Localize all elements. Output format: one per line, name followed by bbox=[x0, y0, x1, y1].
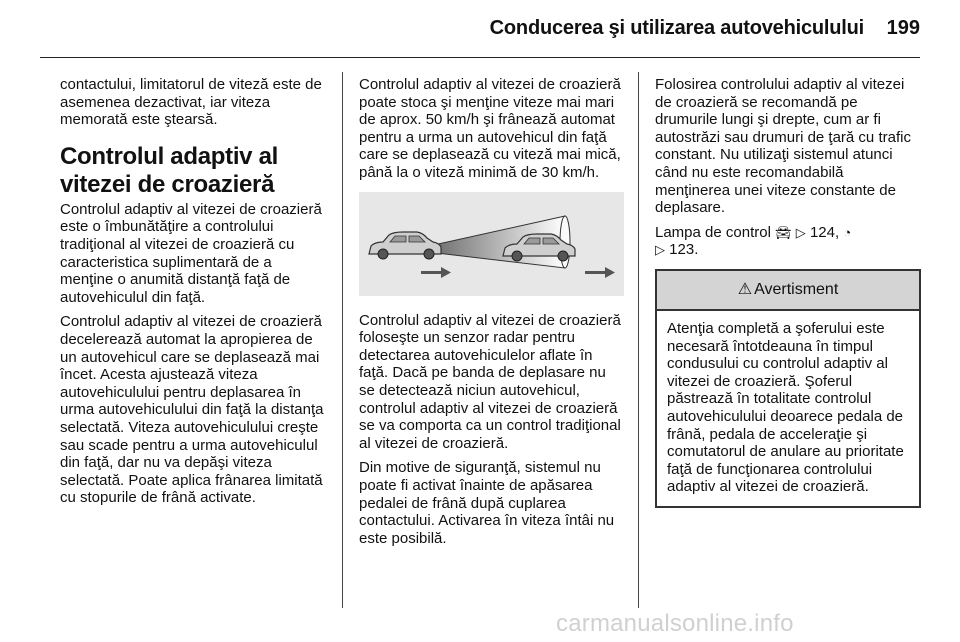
paragraph: Din motive de siguranţă, sistemul nu poate fi activat înainte de apăsarea pedalei de frână după cuplarea contactului. Activarea în viteza întâi nu este posibilă. bbox=[359, 459, 615, 547]
paragraph: contactului, limitatorul de viteză este de asemenea dezactivat, iar viteza memorată este ştearsă. bbox=[60, 76, 322, 129]
page-reference-icon: ▷ bbox=[795, 224, 806, 240]
page-reference-icon: ▷ bbox=[655, 242, 665, 258]
warning-text: Atenţia completă a şoferului este necesară întotdeauna în timpul condusului cu controlul adaptiv al vitezei de croazieră. Şoferul păstrează în totalitate controlul autovehiculului deoarece pedala de frână, pedala de acceleraţie şi comutatorul de anulare au prioritate faţă de funcţionarea controlului adaptiv al vitezei de croazieră. bbox=[667, 319, 904, 496]
column-2 bbox=[359, 76, 624, 554]
header-rule bbox=[40, 57, 920, 58]
column-divider bbox=[342, 72, 343, 608]
paragraph: Controlul adaptiv al vitezei de croazieră poate stoca şi menţine viteze mai mari de aprox. 50 km/h şi frânează automat pentru a urma un autovehicul din faţă care se deplasează cu viteză mai mică, până la o viteză minimă de 30 km/h. bbox=[359, 76, 621, 181]
paragraph: Folosirea controlului adaptiv al vitezei de croazieră se recomandă pe drumurile lungi şi drepte, cum ar fi autostrăzi sau drumuri de ţară cu trafic constant. Nu utilizaţi sistemul atunci când nu este recomandabilă menţinerea unei viteze constante de deplasare. bbox=[655, 76, 911, 217]
arrow-right-icon bbox=[421, 267, 451, 278]
warning-title: Avertisment bbox=[754, 281, 839, 299]
arrow-right-icon bbox=[585, 267, 615, 278]
warning-triangle-icon: ⚠ bbox=[737, 281, 753, 299]
paragraph: Controlul adaptiv al vitezei de croazieră foloseşte un senzor radar pentru detectarea autovehiculelor aflate în faţă. Dacă pe banda de deplasare nu se detectează niciun autovehicul, controlul adaptiv al vitezei de croazieră se va comporta ca un control tradiţional al vitezei de croazieră. bbox=[359, 311, 621, 452]
page-header bbox=[0, 0, 960, 58]
control-lamp-reference bbox=[655, 224, 921, 259]
page-ref: 123. bbox=[669, 241, 699, 259]
page-number: 199 bbox=[886, 17, 920, 39]
section-heading: Controlul adaptiv al vitezei de croazieră bbox=[60, 142, 279, 198]
own-car-icon bbox=[369, 232, 441, 259]
paragraph: Controlul adaptiv al vitezei de croazieră decelerează automat la apropierea de un autovehicul care se deplasează mai încet. Acesta ajustează viteza autovehiculului pentru deplasarea în urma autovehiculului din faţă la distanţa selectată. Viteza autovehiculului creşte sau scade pentru a urma autovehiculul din faţă, dar nu va depăşi viteza selectată. Poate aplica frânarea limitată cu stopurile de frână activate. bbox=[60, 313, 324, 507]
warning-box bbox=[655, 269, 921, 508]
column-divider bbox=[638, 72, 639, 608]
page-ref: 124, bbox=[809, 223, 840, 241]
column-3 bbox=[655, 76, 921, 508]
car-lamp-icon: 🚘︎ bbox=[775, 224, 792, 240]
radar-illustration bbox=[359, 192, 624, 296]
column-1 bbox=[60, 76, 328, 514]
page-title: Conducerea şi utilizarea autovehiculului bbox=[489, 17, 864, 39]
lamp-label: Lampa de control bbox=[655, 223, 771, 241]
warning-header bbox=[657, 271, 919, 311]
radar-diagram bbox=[359, 192, 624, 296]
speedometer-lamp-icon: ◔ bbox=[843, 224, 852, 240]
paragraph: Controlul adaptiv al vitezei de croazieră este o îmbunătăţire a controlului tradiţional al vitezei de croazieră cu caracteristica suplimentară de a menţine o anumită distanţă faţă de autovehiculul din faţă. bbox=[60, 200, 322, 306]
watermark: carmanualsonline.info bbox=[556, 610, 794, 637]
